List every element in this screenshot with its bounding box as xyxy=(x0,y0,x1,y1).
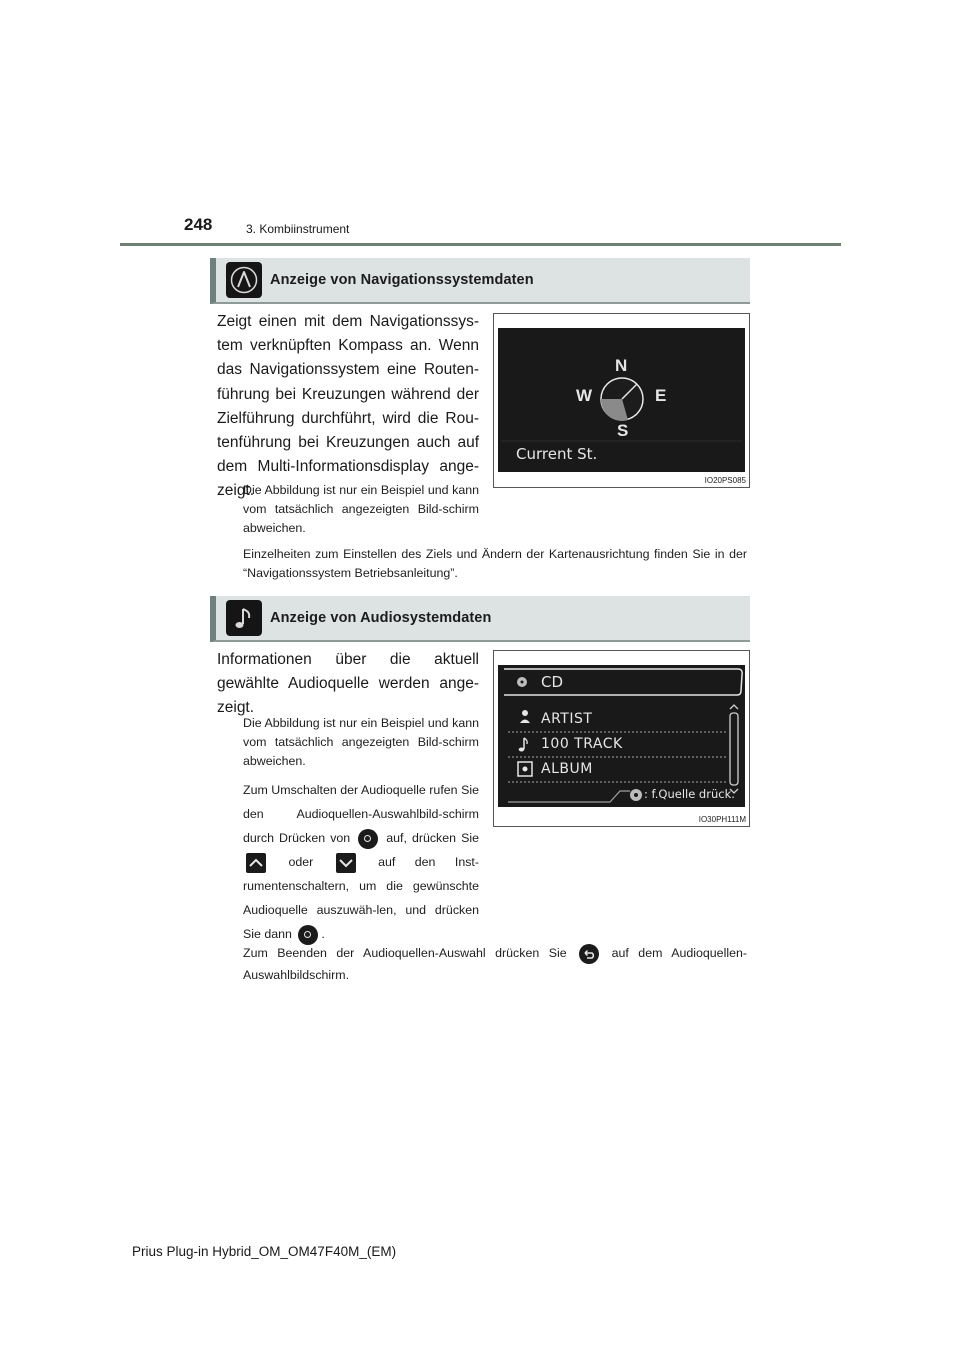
instruction-text-1: Zum Umschalten der Audioquelle rufen Sie den Audioquellen-Auswahlbild-schirm durch Drücken von xyxy=(243,783,479,845)
navigation-detail-note: Einzelheiten zum Einstellen des Ziels und Ändern der Kartenausrichtung finden Sie in der “Navigationssystem Betriebsanleitung”. xyxy=(243,547,747,581)
instruction-text-2: auf, xyxy=(386,831,407,845)
audio-source-display xyxy=(498,665,745,807)
header-rule xyxy=(120,243,841,246)
audio-exit-instructions xyxy=(243,942,747,986)
section-title-audio: Anzeige von Audiosystemdaten xyxy=(270,610,492,626)
footer-model-code: Prius Plug-in Hybrid_OM_OM47F40M_(EM) xyxy=(132,1244,397,1259)
enter-button-icon xyxy=(358,829,378,849)
source-hint-label: : f.Quelle drück. xyxy=(644,787,735,801)
audio-source-figure xyxy=(493,650,750,827)
compass-figure xyxy=(493,313,750,488)
section-header-navigation xyxy=(210,258,750,304)
compass-north-label: N xyxy=(615,356,628,375)
music-note-icon xyxy=(226,600,262,636)
page-number: 248 xyxy=(184,215,213,234)
exit-text-2: auf dem Audioquellen-Auswahlbildschirm. xyxy=(243,946,747,982)
up-arrow-button-icon xyxy=(246,853,266,873)
figure-code: IO30PH111M xyxy=(698,815,746,824)
down-arrow-button-icon xyxy=(336,853,356,873)
audio-switch-instructions xyxy=(243,778,479,946)
chapter-title: 3. Kombiinstrument xyxy=(246,222,350,236)
compass-display xyxy=(498,328,745,472)
instruction-text-3: drücken Sie xyxy=(411,831,479,845)
section-title-navigation: Anzeige von Navigationssystemdaten xyxy=(270,272,534,288)
album-label: ALBUM xyxy=(541,761,593,777)
compass-south-label: S xyxy=(617,421,629,440)
instruction-text-5: auf den Inst-rumentenschaltern, um die gewünschte Audioquelle auszuwäh-len, und drücken Sie dann xyxy=(243,855,479,941)
compass-west-label: W xyxy=(576,386,593,405)
navigation-description: Zeigt einen mit dem Navigationssys-tem verknüpften Kompass an. Wenn das Navigationssystem eine Routen-führung bei Kreuzungen während der Zielführung durchführt, wird die Rou-tenführung bei Kreuzungen auch auf dem Multi-Informationsdisplay ange-zeigt. xyxy=(217,313,479,500)
section-header-audio xyxy=(210,596,750,642)
exit-text-1: Zum Beenden der Audioquellen-Auswahl drücken Sie xyxy=(243,946,567,960)
audio-source-label: CD xyxy=(541,673,564,691)
audio-description: Informationen über die aktuell gewählte Audioquelle werden ange-zeigt. xyxy=(217,651,479,717)
compass-east-label: E xyxy=(655,386,667,405)
instruction-text-6: . xyxy=(321,927,325,941)
current-street-label: Current St. xyxy=(516,445,598,463)
figure-code: IO20PS085 xyxy=(704,476,746,485)
instruction-text-4: oder xyxy=(288,855,314,869)
navigation-figure-note: Die Abbildung ist nur ein Beispiel und kann vom tatsächlich angezeigten Bild-schirm abweichen. xyxy=(243,483,479,536)
navigation-arrow-icon xyxy=(226,262,262,298)
back-button-icon xyxy=(579,944,599,964)
artist-label: ARTIST xyxy=(541,711,593,727)
track-label: 100 TRACK xyxy=(541,736,623,752)
audio-figure-note: Die Abbildung ist nur ein Beispiel und kann vom tatsächlich angezeigten Bild-schirm abweichen. xyxy=(243,716,479,769)
